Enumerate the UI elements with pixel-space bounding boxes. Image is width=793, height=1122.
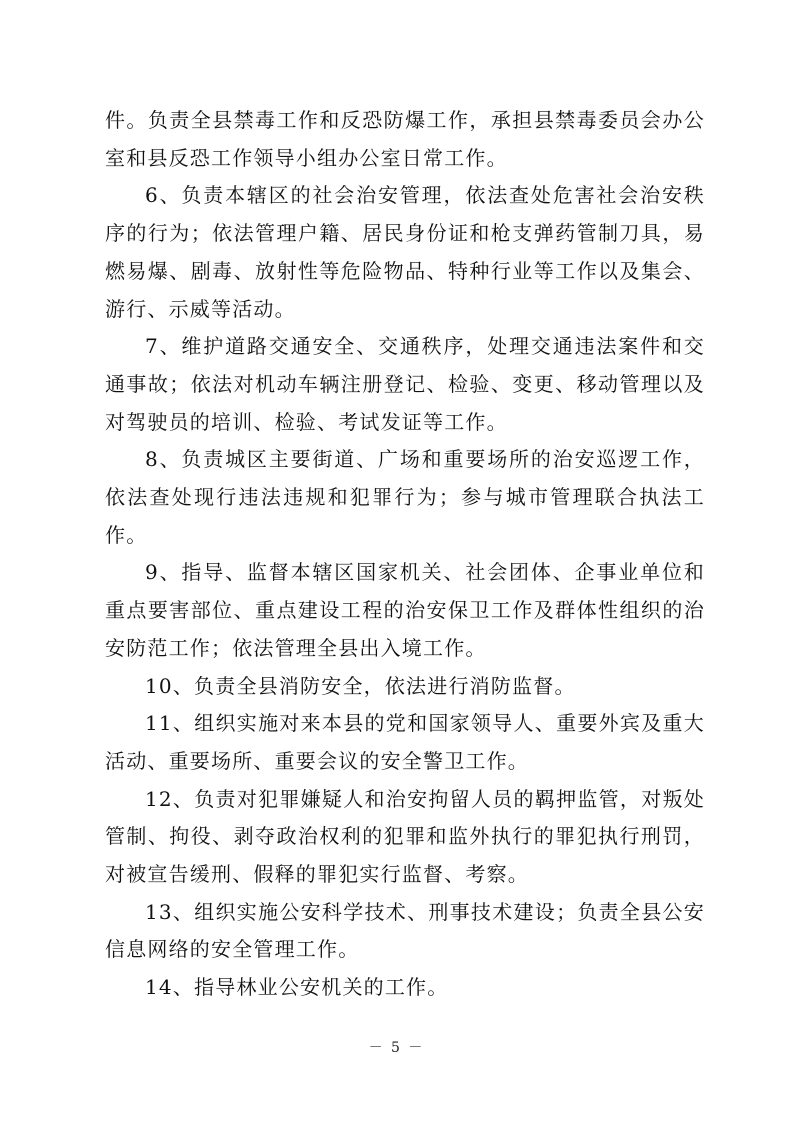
paragraph-continuation: 件。负责全县禁毒工作和反恐防爆工作，承担县禁毒委员会办公室和县反恐工作领导小组办公室日常工作。 xyxy=(105,108,705,170)
paragraph-item-12: 12、负责对犯罪嫌疑人和治安拘留人员的羁押监管，对叛处管制、拘役、剥夺政治权利的犯罪和监外执行的罪犯执行刑罚，对被宣告缓刑、假释的罪犯实行监督、考察。 xyxy=(105,786,705,887)
paragraph-item-9: 9、指导、监督本辖区国家机关、社会团体、企事业单位和重点要害部位、重点建设工程的治安保卫工作及群体性组织的治安防范工作；依法管理全县出入境工作。 xyxy=(105,560,705,660)
paragraph-item-6: 6、负责本辖区的社会治安管理，依法查处危害社会治安秩序的行为；依法管理户籍、居民身份证和枪支弹药管制刀具，易燃易爆、剧毒、放射性等危险物品、特种行业等工作以及集会、游行、示威等活动。 xyxy=(105,183,705,321)
paragraph-item-10: 10、负责全县消防安全，依法进行消防监督。 xyxy=(145,673,576,698)
page-number: － 5 － xyxy=(368,1040,425,1056)
paragraph-item-13: 13、组织实施公安科学技术、刑事技术建设；负责全县公安信息网络的安全管理工作。 xyxy=(105,899,705,962)
paragraph-item-8: 8、负责城区主要街道、广场和重要场所的治安巡逻工作，依法查处现行违法违规和犯罪行为；参与城市管理联合执法工作。 xyxy=(105,447,705,547)
paragraph-item-14: 14、指导林业公安机关的工作。 xyxy=(145,975,449,1000)
document-body xyxy=(105,102,705,1007)
paragraph-item-7: 7、维护道路交通安全、交通秩序，处理交通违法案件和交通事故；依法对机动车辆注册登记、检验、变更、移动管理以及对驾驶员的培训、检验、考试发证等工作。 xyxy=(105,334,705,434)
paragraph-item-11: 11、组织实施对来本县的党和国家领导人、重要外宾及重大活动、重要场所、重要会议的安全警卫工作。 xyxy=(105,711,705,773)
